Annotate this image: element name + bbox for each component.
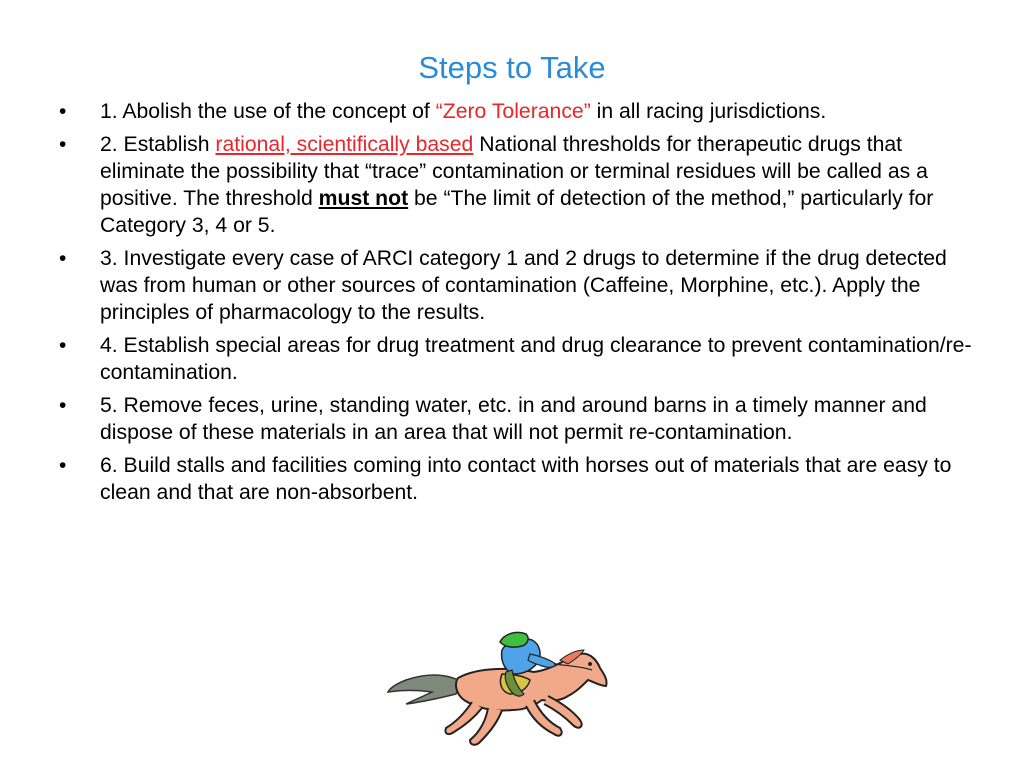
item-text: 3. Investigate every case of ARCI category 1 and 2 drugs to determine if the drug detected was from human or other sources of contamination (Caffeine, Morphine, etc.). Apply the principles of pharmacology to the results. xyxy=(100,247,947,324)
item-text: National thresholds for therapeutic drugs that eliminate the possibility that “trace” contamination or terminal residues will be called as a positive. The threshold xyxy=(100,133,928,210)
item-highlight: rational, scientifically based xyxy=(215,133,474,156)
item-text: 4. Establish special areas for drug treatment and drug clearance to prevent contamination/re-contamination. xyxy=(100,334,972,384)
racehorse-jockey-icon xyxy=(384,630,620,748)
bullet-list xyxy=(56,98,976,512)
list-item xyxy=(56,98,976,125)
item-text: 2. Establish xyxy=(100,133,216,156)
list-item xyxy=(56,131,976,239)
item-text: 1. Abolish the use of the concept of xyxy=(100,100,436,123)
list-item xyxy=(56,245,976,326)
bullet-icon: • xyxy=(59,247,67,270)
bullet-icon: • xyxy=(59,100,67,123)
slide-title: Steps to Take xyxy=(418,50,606,85)
item-emphasis: must not xyxy=(318,187,409,210)
bullet-icon: • xyxy=(59,454,67,477)
bullet-icon: • xyxy=(59,394,67,417)
list-item xyxy=(56,392,976,446)
bullet-icon: • xyxy=(59,334,67,357)
list-item xyxy=(56,452,976,506)
item-text: 5. Remove feces, urine, standing water, etc. in and around barns in a timely manner and dispose of these materials in an area that will not permit re-contamination. xyxy=(100,394,927,444)
item-highlight: “Zero Tolerance” xyxy=(435,100,591,123)
list-item xyxy=(56,332,976,386)
item-text: 6. Build stalls and facilities coming into contact with horses out of materials that are easy to clean and that are non-absorbent. xyxy=(100,454,952,504)
item-text: be “The limit of detection of the method,” particularly for Category 3, 4 or 5. xyxy=(100,187,934,237)
bullet-icon: • xyxy=(59,133,67,156)
item-text: in all racing jurisdictions. xyxy=(590,100,827,123)
